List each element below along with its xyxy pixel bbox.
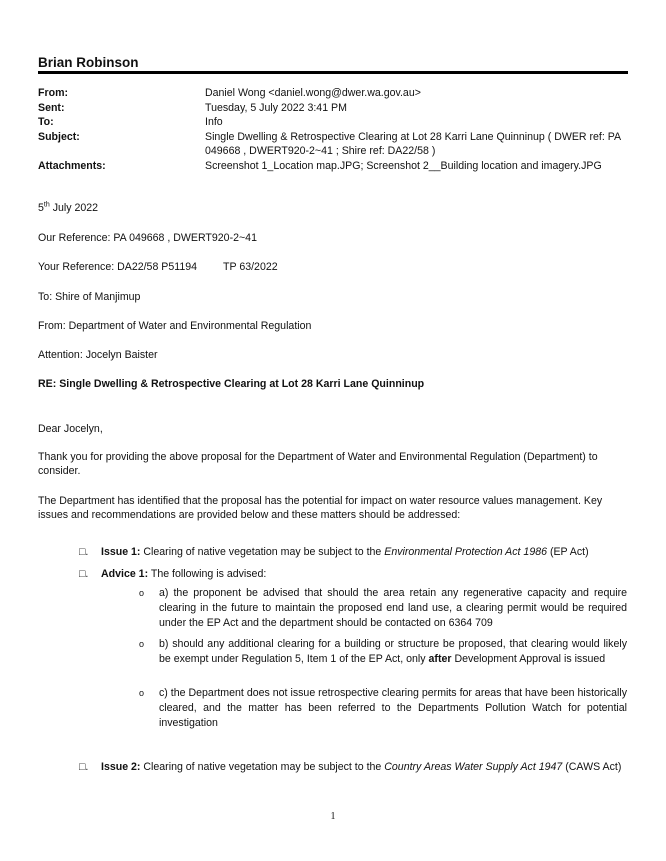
sent-label: Sent: (38, 101, 65, 114)
to-label: To: (38, 116, 54, 129)
from-row (38, 86, 638, 101)
page-number: 1 (330, 811, 336, 822)
date-rest: July 2022 (49, 202, 99, 214)
bullet-box-icon: □. (79, 761, 89, 773)
attention-line: Attention: Jocelyn Baister (38, 349, 158, 361)
advice-1-text: Advice 1: The following is advised: (101, 568, 267, 580)
to-value: Info (205, 116, 223, 129)
circle-bullet-icon: o (139, 588, 145, 598)
issue-2-text: Issue 2: Clearing of native vegetation may be subject to the Country Areas Water Supply Act 1947 (CAWS Act) (101, 761, 622, 773)
subject-label: Subject: (38, 130, 80, 143)
paragraph-2: The Department has identified that the proposal has the potential for impact on water resource values management. Key issues and recommendations are provided below and these matters should be addressed: (38, 495, 603, 522)
advice-item-b-text: b) should any additional clearing for a building or structure be proposed, that clearing would likely be exempt under Regulation 5, Item 1 of the EP Act, only after Development Approval is issued (159, 638, 627, 665)
paragraph-1: Thank you for providing the above proposal for the Department of Water and Environmental Regulation (Department) to consider. (38, 451, 598, 478)
salutation: Dear Jocelyn, (38, 423, 103, 435)
circle-bullet-icon: o (139, 688, 145, 698)
sent-value: Tuesday, 5 July 2022 3:41 PM (205, 101, 347, 114)
to-line: To: Shire of Manjimup (38, 291, 141, 303)
from-label: From: (38, 87, 69, 99)
tp-reference: TP 63/2022 (223, 261, 278, 273)
letter-date (38, 201, 628, 215)
header-rule (38, 71, 628, 74)
from-line: From: Department of Water and Environmental Regulation (38, 320, 312, 332)
bullet-box-icon: □. (79, 546, 89, 558)
attachments-label: Attachments: (38, 159, 106, 172)
your-reference-line (38, 260, 628, 274)
email-header (38, 86, 638, 174)
subject-row (38, 130, 638, 159)
sender-name: Brian Robinson (38, 55, 139, 70)
to-row (38, 115, 638, 130)
advice-item-a-text: a) the proponent be advised that should the area retain any regenerative capacity and require clearing in the future to maintain the proposed end land use, a clearing permit would be required under the EP Act and the department should be contacted on 6364 709 (159, 587, 627, 629)
re-line: RE: Single Dwelling & Retrospective Clearing at Lot 28 Karri Lane Quinninup (38, 378, 425, 390)
advice-item-c-text: c) the Department does not issue retrospective clearing permits for areas that have been historically cleared, and the matter has been referred to the Departments Pollution Watch for potential investigation (159, 687, 627, 729)
date-day: 5 (38, 202, 44, 214)
bullet-box-icon: □. (79, 568, 89, 580)
attachments-row (38, 159, 638, 174)
your-reference: Your Reference: DA22/58 P51194 (38, 261, 198, 273)
attachments-value: Screenshot 1_Location map.JPG; Screenshot 2__Building location and imagery.JPG (205, 159, 602, 172)
issue-1-text: Issue 1: Clearing of native vegetation may be subject to the Environmental Protection Act 1986 (EP Act) (101, 546, 589, 558)
from-value: Daniel Wong <daniel.wong@dwer.wa.gov.au> (205, 87, 421, 99)
subject-value: Single Dwelling & Retrospective Clearing at Lot 28 Karri Lane Quinninup ( DWER ref: PA 049668 , DWERT920-2~41 ; Shire ref: DA22/58 ) (205, 130, 621, 158)
circle-bullet-icon: o (139, 639, 145, 649)
date-suffix: th (43, 201, 50, 209)
our-reference: Our Reference: PA 049668 , DWERT920-2~41 (38, 232, 257, 244)
sent-row (38, 101, 638, 116)
